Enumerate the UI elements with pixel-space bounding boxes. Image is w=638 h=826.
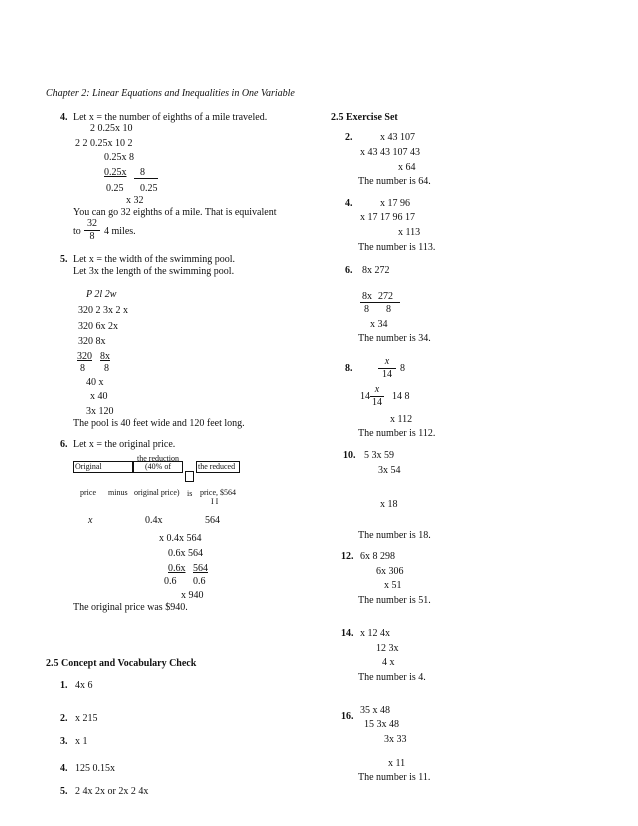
problem-statement: Let 3x the length of the swimming pool. [73,266,235,277]
conclusion-text: You can go 32 eighths of a mile. That is equivalent [73,207,277,218]
fraction-denominator: 14 [382,369,392,380]
fraction-numerator: 32 [84,219,100,231]
equation-line: x 43 107 [380,132,415,143]
equation-term: 14 [360,391,370,402]
equation-line: 320 6x 2x [78,321,118,332]
vocab-answer: 4x 6 [75,680,93,691]
equation-line: 6x 306 [376,566,404,577]
equation-line: 8x [362,291,372,302]
equation-line: x 113 [398,227,421,238]
word-box [185,471,194,482]
problem-number: 12. [341,551,354,562]
equation-line: x 43 43 107 43 [360,147,420,158]
problem-number: 2. [345,132,353,143]
equation-line: 5 3x 59 [364,450,394,461]
fraction-numerator: x [378,357,396,369]
conclusion-text: The number is 11. [358,772,431,783]
fraction-denominator: 14 [372,397,382,408]
equation-line: x 18 [380,499,398,510]
equation-line: x 34 [370,319,388,330]
conclusion-text: to [73,226,81,237]
conclusion-text: The number is 64. [358,176,431,187]
equation-line: x 32 [126,195,144,206]
equation-line: 8x 272 [362,265,390,276]
fraction-bar [360,302,400,303]
problem-statement: Let x = the original price. [73,439,176,450]
equation-line: x 12 4x [360,628,390,639]
equation-line: 564 [193,563,208,574]
word-label: original price) [134,488,180,497]
equation-line: 8x [100,351,110,362]
equation-line: 8 [80,363,85,374]
problem-number: 16. [341,711,354,722]
equation-line: 0.6 [193,576,206,587]
equation-line: 0.6 [164,576,177,587]
conclusion-text: The number is 51. [358,595,431,606]
equation-line: 8 [104,363,109,374]
word-label: minus [108,488,128,497]
equation-line: 12 3x [376,643,399,654]
equation-line: x 40 [90,391,108,402]
equation-line: x 940 [181,590,204,601]
conclusion-text: The number is 34. [358,333,431,344]
equation-term: 14 8 [392,391,410,402]
equation-line: 3x 54 [378,465,401,476]
section-title: 2.5 Exercise Set [331,112,398,123]
conclusion-text: The number is 18. [358,530,431,541]
equation-line: P 2l 2w [86,289,117,300]
equation-line: 3x 33 [384,734,407,745]
equation-term: x [88,515,93,526]
equation-line: x 112 [390,414,413,425]
word-label: price [80,488,96,497]
vocab-answer: 2 4x 2x or 2x 2 4x [75,786,149,797]
word-box-label: Original [75,462,102,471]
conclusion-text: 4 miles. [104,226,136,237]
word-box-label: (40% of [145,462,171,471]
vocab-number: 5. [60,786,68,797]
word-box-label: the reduction [137,454,179,463]
fraction [378,357,396,380]
problem-number: 10. [343,450,356,461]
equation-line: 0.25 [106,183,124,194]
word-label: is [187,489,193,498]
fraction-bar [134,178,158,179]
equation-line: 0.25x [104,167,127,178]
problem-number: 4. [60,112,68,123]
equation-line: 4 x [382,657,395,668]
equation-line: 320 8x [78,336,106,347]
problem-statement: Let x = the width of the swimming pool. [73,254,236,265]
section-title: 2.5 Concept and Vocabulary Check [46,658,197,669]
conclusion-text: The number is 4. [358,672,426,683]
equation-line: 2 2 0.25x 10 2 [75,138,133,149]
vocab-number: 1. [60,680,68,691]
equation-line: 0.6x 564 [168,548,203,559]
vocab-answer: 125 0.15x [75,763,115,774]
equation-line: 272 [378,291,393,302]
equation-line: 35 x 48 [360,705,390,716]
equation-line: 15 3x 48 [364,719,399,730]
equation-line: 0.25 [140,183,158,194]
equation-line: 0.6x [168,563,186,574]
equation-line: 8 [140,167,145,178]
equation-term: 0.4x [145,515,163,526]
vocab-number: 4. [60,763,68,774]
equation-line: x 17 96 [380,198,410,209]
equation-line: x 51 [384,580,402,591]
problem-number: 5. [60,254,68,265]
conclusion-text: The original price was $940. [73,602,188,613]
word-box-label: the reduced [198,462,236,471]
vocab-answer: x 1 [75,736,88,747]
equation-term: 8 [400,363,405,374]
problem-number: 4. [345,198,353,209]
equation-line: 3x 120 [86,406,114,417]
equation-line: x 17 17 96 17 [360,212,415,223]
problem-number: 8. [345,363,353,374]
equation-line: 8 [386,304,391,315]
problem-number: 6. [60,439,68,450]
equation-line: x 64 [398,162,416,173]
problem-statement: Let x = the number of eighths of a mile traveled. [73,112,268,123]
vocab-number: 3. [60,736,68,747]
equation-line: 6x 8 298 [360,551,395,562]
equation-line: x 0.4x 564 [159,533,202,544]
equation-line: 0.25x 8 [104,152,134,163]
equation-line: 320 2 3x 2 x [78,305,128,316]
fraction [370,385,384,408]
fraction-numerator: x [370,385,384,397]
conclusion-text: The number is 112. [358,428,436,439]
vocab-number: 2. [60,713,68,724]
page-header: Chapter 2: Linear Equations and Inequalities in One Variable [46,88,295,99]
problem-number: 14. [341,628,354,639]
equation-line: 40 x [86,377,104,388]
conclusion-text: The number is 113. [358,242,436,253]
equation-line: 320 [77,351,92,362]
fraction-denominator: 8 [89,231,95,242]
equation-term: 564 [205,515,220,526]
equation-line: x 11 [388,758,406,769]
fraction [84,219,100,242]
word-label: I I [211,497,219,506]
vocab-answer: x 215 [75,713,98,724]
word-label: price, $564 [200,488,236,497]
conclusion-text: The pool is 40 feet wide and 120 feet long. [73,418,245,429]
equation-line: 2 0.25x 10 [90,123,133,134]
equation-line: 8 [364,304,369,315]
problem-number: 6. [345,265,353,276]
